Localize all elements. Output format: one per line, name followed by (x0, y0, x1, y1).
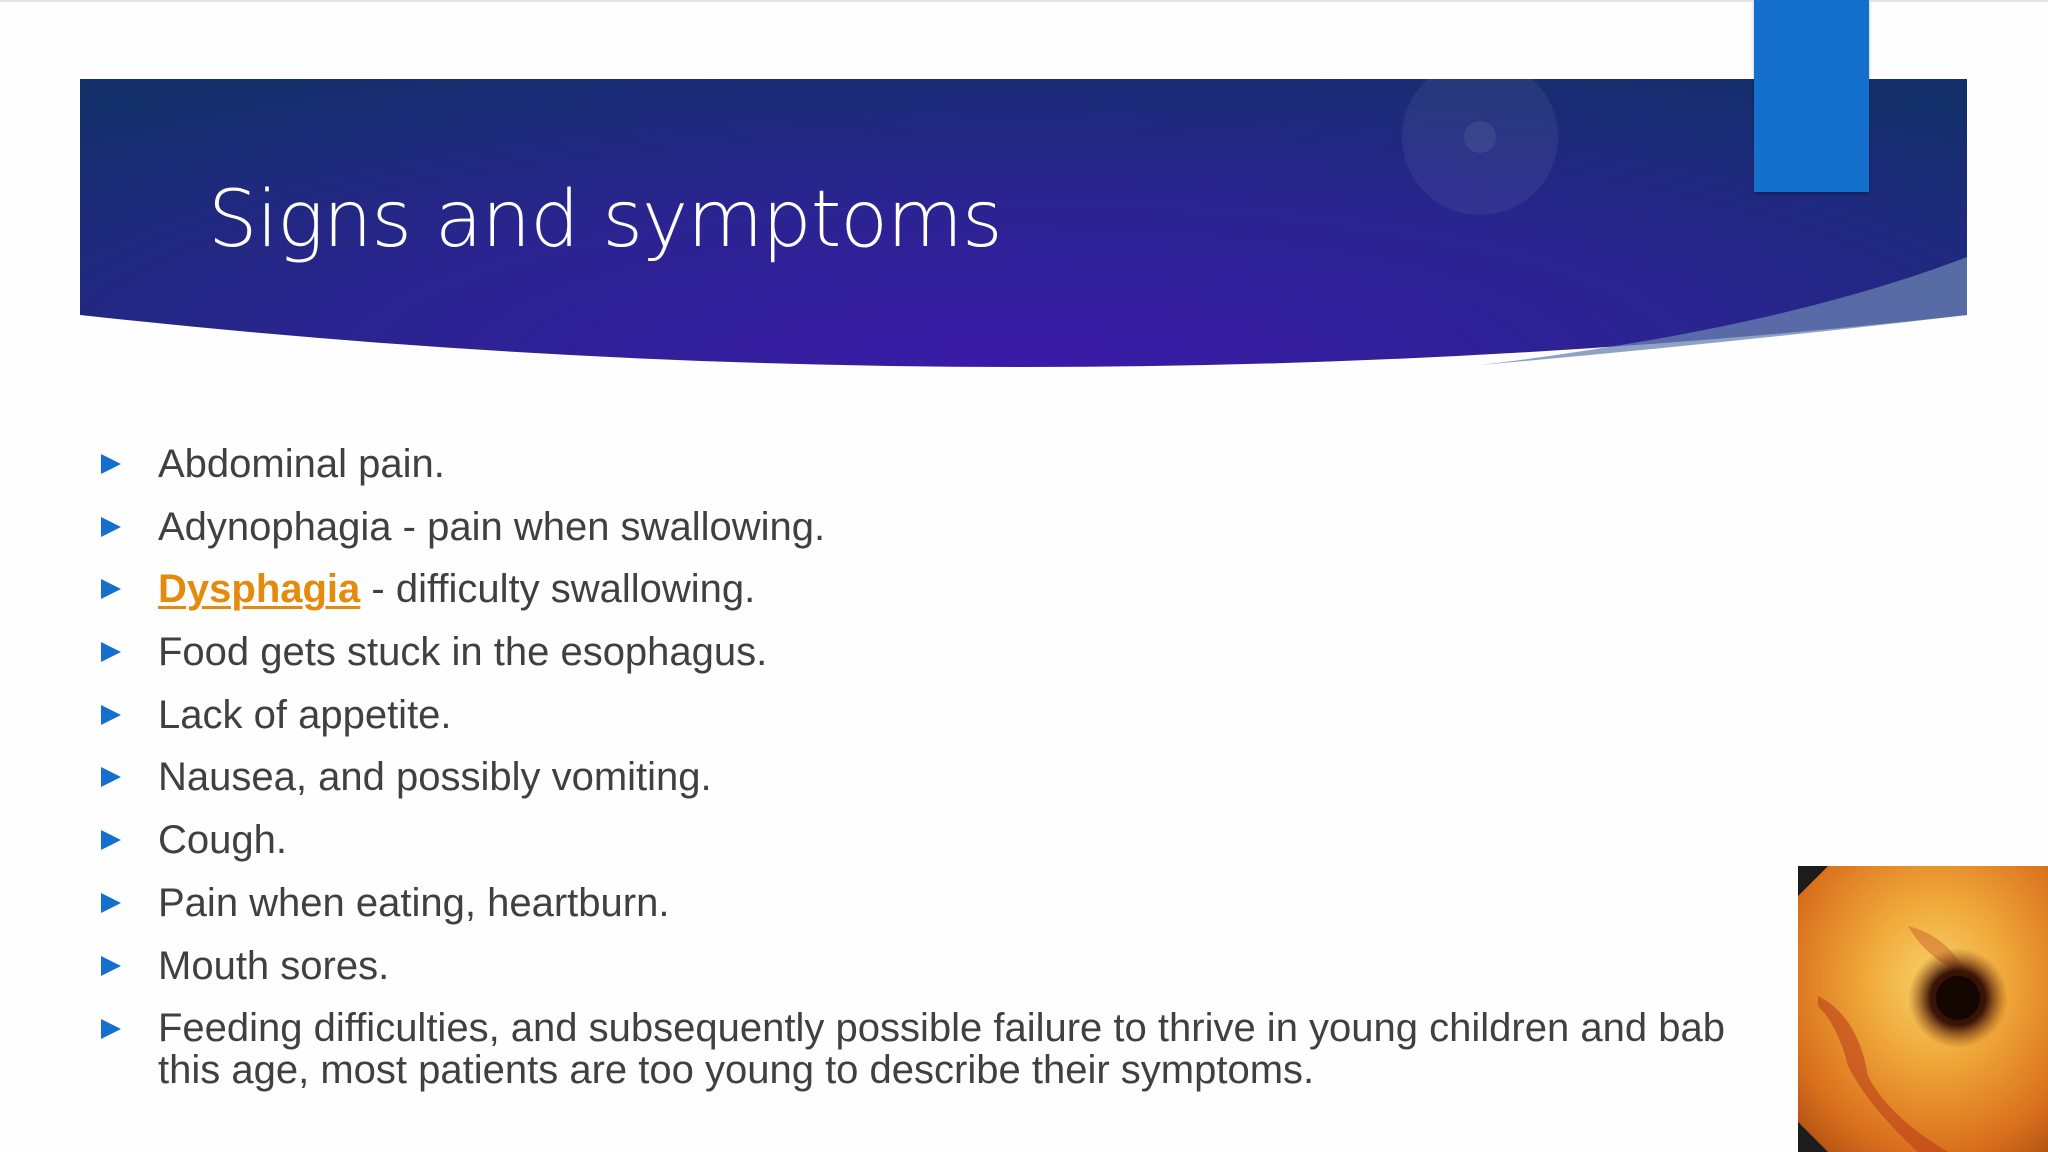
bullet-text: Cough. (158, 818, 287, 863)
right-triangle-icon (100, 641, 122, 663)
right-triangle-icon (100, 955, 122, 977)
bullet-text: Pain when eating, heartburn. (158, 880, 670, 925)
symptom-list (100, 438, 2048, 1091)
right-triangle-icon (100, 704, 122, 726)
right-triangle-icon (100, 1018, 122, 1040)
right-triangle-icon (100, 516, 122, 538)
bullet-text: Lack of appetite. (158, 692, 452, 737)
bullet-text-line: this age, most patients are too young to describe their symptoms. (158, 1048, 1315, 1093)
bullet-text: Food gets stuck in the esophagus. (158, 630, 768, 675)
list-item (100, 689, 2048, 752)
right-triangle-icon (100, 892, 122, 914)
bullet-text: - difficulty swallowing. (360, 567, 756, 612)
right-triangle-icon (100, 829, 122, 851)
bullet-text: Abdominal pain. (158, 442, 445, 486)
list-item (100, 1002, 2048, 1091)
list-item (100, 877, 2048, 940)
right-triangle-icon (100, 578, 122, 600)
accent-tab (1754, 0, 1869, 192)
list-item (100, 438, 2048, 501)
endoscopy-image (1798, 866, 2048, 1152)
list-item (100, 563, 2048, 626)
dysphagia-link[interactable]: Dysphagia (158, 567, 361, 612)
list-item (100, 814, 2048, 877)
list-item (100, 626, 2048, 689)
right-triangle-icon (100, 453, 122, 475)
bullet-text-line: Feeding difficulties, and subsequently possible failure to thrive in young children and bab (158, 1006, 1725, 1051)
slide-title: Signs and symptoms (208, 175, 1002, 265)
bullet-text: Nausea, and possibly vomiting. (158, 755, 712, 800)
list-item (100, 751, 2048, 814)
bullet-text: Mouth sores. (158, 943, 390, 988)
list-item (100, 501, 2048, 564)
list-item (100, 940, 2048, 1003)
bullet-text: Adynophagia - pain when swallowing. (158, 504, 826, 549)
right-triangle-icon (100, 766, 122, 788)
top-rule (0, 0, 2048, 2)
